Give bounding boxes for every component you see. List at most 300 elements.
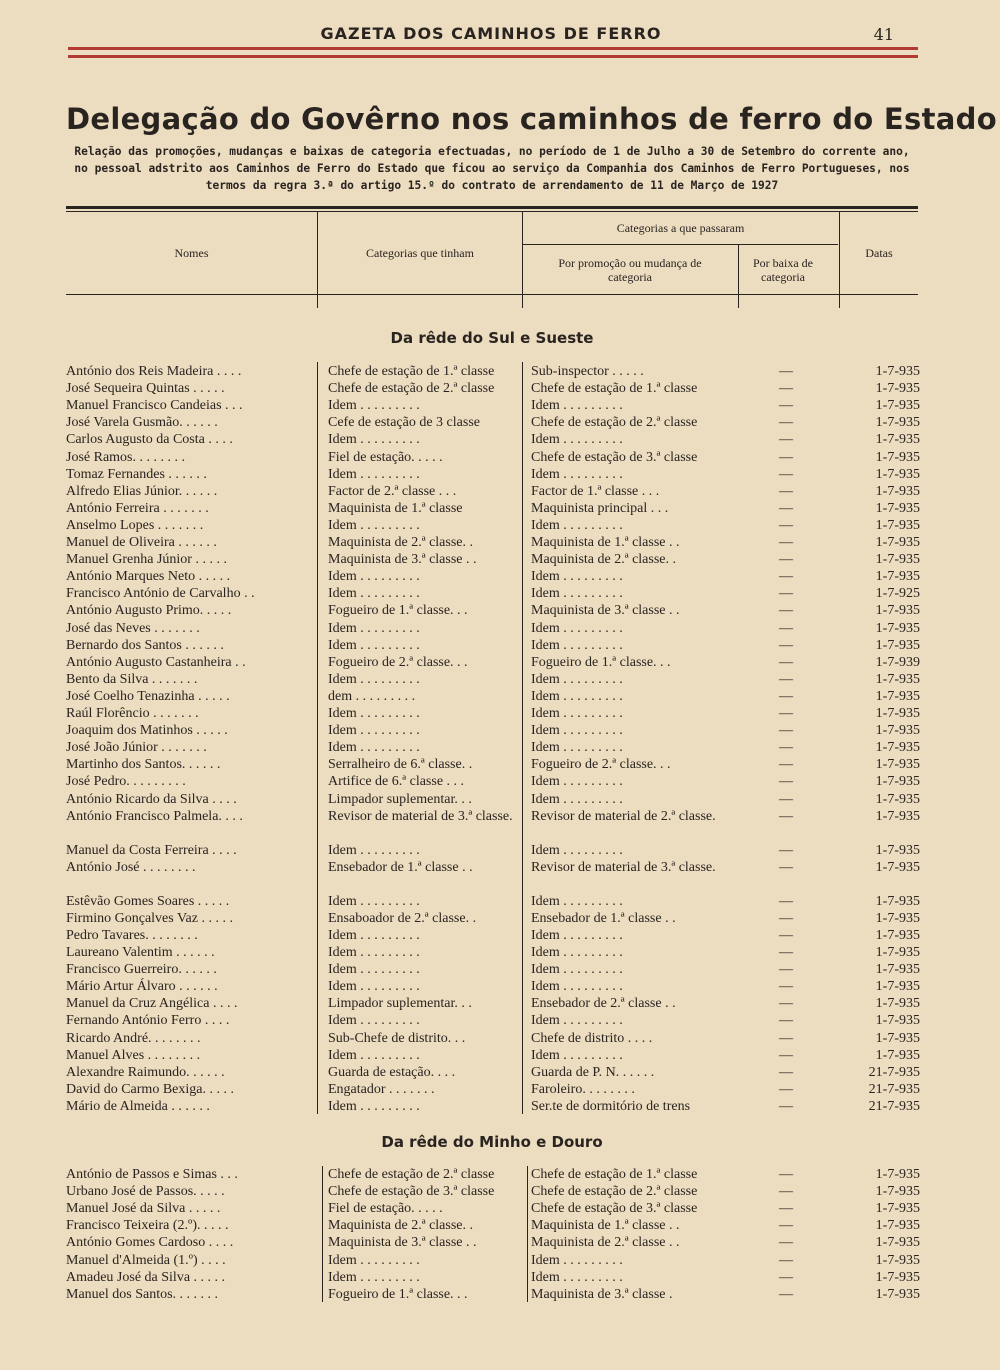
cell-previous-category: Idem . . . . . . . . .: [328, 1098, 420, 1114]
cell-date: 1-7-935: [875, 432, 920, 448]
cell-demotion: —: [779, 552, 793, 568]
cell-date: 1-7-935: [875, 500, 920, 516]
cell-new-category: Maquinista de 1.ª classe . .: [531, 1218, 680, 1234]
table-row: [0, 944, 1000, 961]
cell-date: 1-7-935: [875, 979, 920, 995]
cell-new-category: Faroleiro. . . . . . . .: [531, 1081, 635, 1097]
table-row: [0, 1081, 1000, 1098]
table-row: [0, 910, 1000, 927]
cell-date: 1-7-935: [875, 1218, 920, 1234]
cell-name: Carlos Augusto da Costa . . . .: [66, 432, 233, 448]
table-row: [0, 500, 1000, 517]
cell-new-category: Idem . . . . . . . . .: [531, 586, 623, 602]
table-row: [0, 431, 1000, 448]
cell-previous-category: Ensebador de 1.ª classe . .: [328, 859, 473, 875]
cell-name: Manuel Francisco Candeias . . .: [66, 398, 243, 414]
cell-new-category: Maquinista de 3.ª classe .: [531, 1286, 673, 1302]
cell-name: José Coelho Tenazinha . . . . .: [66, 688, 230, 704]
table-top-thin-rule: [66, 211, 918, 212]
cell-new-category: Chefe de estação de 2.ª classe: [531, 415, 698, 431]
cell-date: 1-7-935: [875, 1184, 920, 1200]
cell-date: 1-7-935: [875, 466, 920, 482]
cell-demotion: —: [779, 945, 793, 960]
cell-demotion: —: [779, 620, 793, 636]
cell-date: 1-7-935: [875, 620, 920, 636]
cell-name: Mário de Almeida . . . . . .: [66, 1098, 210, 1114]
cell-new-category: Factor de 1.ª classe . . .: [531, 483, 660, 499]
cell-name: José Ramos. . . . . . . .: [66, 449, 185, 465]
cell-new-category: Fogueiro de 2.ª classe. . .: [531, 757, 671, 773]
cell-new-category: Idem . . . . . . . . .: [531, 432, 623, 448]
cell-date: 1-7-935: [875, 791, 920, 807]
cell-demotion: —: [779, 1167, 793, 1182]
cell-name: Alexandre Raimundo. . . . . .: [66, 1064, 225, 1080]
cell-name: Laureano Valentim . . . . . .: [66, 945, 215, 960]
cell-demotion: —: [779, 962, 793, 978]
cell-demotion: —: [779, 859, 793, 875]
cell-previous-category: Idem . . . . . . . . .: [328, 1252, 420, 1268]
cell-previous-category: Cefe de estação de 3 classe: [328, 415, 480, 431]
cell-previous-category: Idem . . . . . . . . .: [328, 398, 420, 414]
cell-previous-category: Fogueiro de 1.ª classe. . .: [328, 1286, 468, 1302]
cell-previous-category: Idem . . . . . . . . .: [328, 979, 420, 995]
cell-date: 1-7-935: [875, 364, 920, 379]
cell-date: 1-7-935: [875, 1167, 920, 1182]
cell-name: Amadeu José da Silva . . . . .: [66, 1269, 226, 1285]
cell-previous-category: Idem . . . . . . . . .: [328, 1047, 420, 1063]
cell-new-category: Chefe de estação de 1.ª classe: [531, 1167, 698, 1182]
table-row: [0, 705, 1000, 722]
cell-demotion: —: [779, 381, 793, 397]
header-divider-3: [738, 245, 739, 308]
cell-date: 1-7-935: [875, 910, 920, 926]
cell-previous-category: Idem . . . . . . . . .: [328, 637, 420, 653]
table-row: [0, 671, 1000, 688]
cell-date: 1-7-935: [875, 757, 920, 773]
cell-date: 1-7-935: [875, 859, 920, 875]
cell-previous-category: Idem . . . . . . . . .: [328, 620, 420, 636]
cell-demotion: —: [779, 517, 793, 533]
cell-date: 1-7-935: [875, 1269, 920, 1285]
table-row: [0, 995, 1000, 1012]
cell-date: 1-7-935: [875, 1047, 920, 1063]
cell-date: 1-7-935: [875, 774, 920, 790]
cell-previous-category: Idem . . . . . . . . .: [328, 466, 420, 482]
running-title: GAZETA DOS CAMINHOS DE FERRO: [320, 24, 662, 43]
cell-previous-category: Idem . . . . . . . . .: [328, 842, 420, 858]
table-row: [0, 961, 1000, 978]
cell-demotion: —: [779, 1081, 793, 1097]
cell-previous-category: Fogueiro de 2.ª classe. . .: [328, 654, 468, 670]
cell-name: Anselmo Lopes . . . . . . .: [66, 517, 204, 533]
cell-demotion: —: [779, 586, 793, 602]
cell-date: 1-7-935: [875, 893, 920, 909]
cell-new-category: Idem . . . . . . . . .: [531, 1013, 623, 1029]
cell-demotion: —: [779, 364, 793, 379]
cell-name: Manuel d'Almeida (1.º) . . . .: [66, 1252, 226, 1268]
cell-date: 1-7-935: [875, 927, 920, 943]
table-row: [0, 551, 1000, 568]
cell-name: Francisco Teixeira (2.º). . . . .: [66, 1218, 229, 1234]
cell-previous-category: Maquinista de 3.ª classe . .: [328, 552, 477, 568]
red-rule-top: [68, 47, 918, 50]
cell-demotion: —: [779, 808, 793, 824]
table-row: [0, 773, 1000, 790]
cell-name: Ricardo André. . . . . . . .: [66, 1030, 201, 1046]
cell-demotion: —: [779, 1235, 793, 1251]
cell-new-category: Maquinista principal . . .: [531, 500, 669, 516]
cell-demotion: —: [779, 1201, 793, 1217]
cell-name: Manuel da Costa Ferreira . . . .: [66, 842, 237, 858]
cell-new-category: Idem . . . . . . . . .: [531, 945, 623, 960]
cell-new-category: Idem . . . . . . . . .: [531, 688, 623, 704]
cell-name: António Ricardo da Silva . . . .: [66, 791, 237, 807]
cell-name: Martinho dos Santos. . . . . .: [66, 757, 221, 773]
table-row: [0, 1166, 1000, 1183]
cell-date: 21-7-935: [868, 1098, 920, 1114]
table-row: [0, 1252, 1000, 1269]
table-row: [0, 637, 1000, 654]
cell-demotion: —: [779, 535, 793, 550]
cell-date: 21-7-935: [868, 1064, 920, 1080]
cell-previous-category: Fiel de estação. . . . .: [328, 449, 443, 465]
cell-new-category: Fogueiro de 1.ª classe. . .: [531, 654, 671, 670]
cell-name: Bento da Silva . . . . . . .: [66, 671, 198, 687]
cell-new-category: Chefe de estação de 2.ª classe: [531, 1184, 698, 1200]
cell-new-category: Idem . . . . . . . . .: [531, 791, 623, 807]
table-row: [0, 1030, 1000, 1047]
cell-demotion: —: [779, 432, 793, 448]
table-row: [0, 449, 1000, 466]
cell-date: 1-7-935: [875, 688, 920, 704]
table-row: [0, 688, 1000, 705]
cell-date: 1-7-935: [875, 535, 920, 550]
cell-date: 1-7-935: [875, 1030, 920, 1046]
cell-date: 1-7-935: [875, 1286, 920, 1302]
header-divider-1: [317, 212, 318, 308]
cell-name: Joaquim dos Matinhos . . . . .: [66, 723, 228, 739]
cell-date: 1-7-935: [875, 706, 920, 721]
page-number: 41: [873, 25, 894, 44]
cell-date: 1-7-935: [875, 381, 920, 397]
cell-date: 1-7-935: [875, 808, 920, 824]
cell-demotion: —: [779, 1098, 793, 1114]
cell-demotion: —: [779, 757, 793, 773]
cell-demotion: —: [779, 740, 793, 756]
cell-date: 1-7-925: [875, 586, 920, 602]
cell-new-category: Idem . . . . . . . . .: [531, 620, 623, 636]
cell-new-category: Idem . . . . . . . . .: [531, 774, 623, 790]
cell-new-category: Idem . . . . . . . . .: [531, 962, 623, 978]
table-row: [0, 1047, 1000, 1064]
cell-previous-category: dem . . . . . . . . .: [328, 688, 416, 704]
cell-name: Firmino Gonçalves Vaz . . . . .: [66, 910, 233, 926]
table-row: [0, 1200, 1000, 1217]
cell-demotion: —: [779, 927, 793, 943]
cell-previous-category: Idem . . . . . . . . .: [328, 740, 420, 756]
table-row: [0, 654, 1000, 671]
table-row: [0, 739, 1000, 756]
cell-new-category: Maquinista de 3.ª classe . .: [531, 603, 680, 619]
red-rule-bottom: [68, 55, 918, 58]
cell-demotion: —: [779, 1218, 793, 1234]
cell-date: 21-7-935: [868, 1081, 920, 1097]
cell-date: 1-7-935: [875, 1201, 920, 1217]
cell-demotion: —: [779, 415, 793, 431]
cell-previous-category: Idem . . . . . . . . .: [328, 517, 420, 533]
cell-name: Mário Artur Álvaro . . . . . .: [66, 979, 218, 995]
cell-new-category: Maquinista de 1.ª classe . .: [531, 535, 680, 550]
cell-name: António Francisco Palmela. . . .: [66, 808, 243, 824]
table-top-rule: [66, 206, 918, 209]
cell-previous-category: Idem . . . . . . . . .: [328, 706, 420, 721]
cell-date: 1-7-935: [875, 1235, 920, 1251]
cell-previous-category: Idem . . . . . . . . .: [328, 893, 420, 909]
table-row: [0, 808, 1000, 842]
header-names: Nomes: [174, 246, 209, 260]
cell-name: António Gomes Cardoso . . . .: [66, 1235, 234, 1251]
cell-previous-category: Idem . . . . . . . . .: [328, 962, 420, 978]
cell-previous-category: Guarda de estação. . . .: [328, 1064, 456, 1080]
cell-new-category: Chefe de estação de 3.ª classe: [531, 1201, 698, 1217]
cell-demotion: —: [779, 774, 793, 790]
cell-new-category: Chefe de distrito . . . .: [531, 1030, 653, 1046]
cell-demotion: —: [779, 842, 793, 858]
cell-name: Pedro Tavares. . . . . . . .: [66, 927, 198, 943]
cell-date: 1-7-935: [875, 842, 920, 858]
table-row: [0, 602, 1000, 619]
cell-name: Manuel Grenha Júnior . . . . .: [66, 552, 227, 568]
cell-name: Bernardo dos Santos . . . . . .: [66, 637, 224, 653]
cell-name: Manuel dos Santos. . . . . . .: [66, 1286, 219, 1302]
table-row: [0, 842, 1000, 859]
cell-date: 1-7-935: [875, 552, 920, 568]
header-promotion: Por promoção ou mudança de categoria: [558, 256, 702, 284]
section-title-minho-douro: Da rêde do Minho e Douro: [381, 1133, 603, 1151]
table-row: [0, 414, 1000, 431]
cell-demotion: —: [779, 1013, 793, 1029]
cell-previous-category: Chefe de estação de 2.ª classe: [328, 1167, 495, 1182]
group-header-rule: [522, 244, 838, 245]
table-row: [0, 1012, 1000, 1029]
cell-new-category: Sub-inspector . . . . .: [531, 364, 644, 379]
cell-previous-category: Serralheiro de 6.ª classe. .: [328, 757, 473, 773]
cell-previous-category: Sub-Chefe de distrito. . .: [328, 1030, 466, 1046]
cell-date: 1-7-935: [875, 962, 920, 978]
cell-name: David do Carmo Bexiga. . . . .: [66, 1081, 234, 1097]
cell-new-category: Revisor de material de 3.ª classe.: [531, 859, 716, 875]
cell-previous-category: Maquinista de 2.ª classe. .: [328, 535, 473, 550]
cell-demotion: —: [779, 1252, 793, 1268]
cell-previous-category: Limpador suplementar. . .: [328, 791, 472, 807]
cell-new-category: Guarda de P. N. . . . . .: [531, 1064, 655, 1080]
table-row: [0, 568, 1000, 585]
table-row: [0, 859, 1000, 893]
cell-previous-category: Maquinista de 2.ª classe. .: [328, 1218, 473, 1234]
cell-new-category: Idem . . . . . . . . .: [531, 398, 623, 414]
cell-demotion: —: [779, 979, 793, 995]
table-row: [0, 397, 1000, 414]
cell-name: António dos Reis Madeira . . . .: [66, 364, 242, 379]
cell-new-category: Idem . . . . . . . . .: [531, 1047, 623, 1063]
cell-previous-category: Fogueiro de 1.ª classe. . .: [328, 603, 468, 619]
cell-previous-category: Idem . . . . . . . . .: [328, 1269, 420, 1285]
cell-date: 1-7-935: [875, 996, 920, 1012]
table-row: [0, 1183, 1000, 1200]
cell-name: António Marques Neto . . . . .: [66, 569, 231, 585]
cell-demotion: —: [779, 1184, 793, 1200]
cell-name: José das Neves . . . . . . .: [66, 620, 200, 636]
cell-demotion: —: [779, 791, 793, 807]
table-row: [0, 466, 1000, 483]
cell-new-category: Idem . . . . . . . . .: [531, 1269, 623, 1285]
cell-name: António de Passos e Simas . . .: [66, 1167, 238, 1182]
article-title: Delegação do Govêrno nos caminhos de ferro do Estado: [66, 102, 997, 136]
table-row: [0, 1234, 1000, 1251]
cell-demotion: —: [779, 996, 793, 1012]
cell-new-category: Idem . . . . . . . . .: [531, 979, 623, 995]
cell-name: José Pedro. . . . . . . . .: [66, 774, 186, 790]
cell-demotion: —: [779, 500, 793, 516]
cell-date: 1-7-935: [875, 671, 920, 687]
cell-new-category: Idem . . . . . . . . .: [531, 893, 623, 909]
cell-new-category: Idem . . . . . . . . .: [531, 569, 623, 585]
section-title-sul-sueste: Da rêde do Sul e Sueste: [390, 329, 594, 347]
table-row: [0, 1098, 1000, 1115]
cell-name: Estêvão Gomes Soares . . . . .: [66, 893, 230, 909]
cell-name: António José . . . . . . . .: [66, 859, 196, 875]
cell-date: 1-7-939: [875, 654, 920, 670]
table-row: [0, 978, 1000, 995]
table-row: [0, 893, 1000, 910]
table-row: [0, 534, 1000, 551]
cell-previous-category: Chefe de estação de 3.ª classe: [328, 1184, 495, 1200]
table-row: [0, 585, 1000, 602]
cell-name: Urbano José de Passos. . . . .: [66, 1184, 225, 1200]
cell-date: 1-7-935: [875, 1013, 920, 1029]
cell-demotion: —: [779, 910, 793, 926]
table-row: [0, 791, 1000, 808]
table-row: [0, 380, 1000, 397]
cell-previous-category: Idem . . . . . . . . .: [328, 1013, 420, 1029]
header-bottom-rule: [66, 294, 918, 295]
cell-previous-category: Ensaboador de 2.ª classe. .: [328, 910, 477, 926]
cell-previous-category: Idem . . . . . . . . .: [328, 945, 420, 960]
cell-demotion: —: [779, 688, 793, 704]
cell-new-category: Maquinista de 2.ª classe. .: [531, 552, 676, 568]
header-previous: Categorias que tinham: [366, 246, 474, 260]
cell-name: José João Júnior . . . . . . .: [66, 740, 207, 756]
cell-new-category: Idem . . . . . . . . .: [531, 1252, 623, 1268]
cell-name: Raúl Florêncio . . . . . . .: [66, 706, 199, 721]
cell-date: 1-7-935: [875, 398, 920, 414]
cell-name: Manuel da Cruz Angélica . . . .: [66, 996, 238, 1012]
table-row: [0, 756, 1000, 773]
cell-name: Manuel de Oliveira . . . . . .: [66, 535, 217, 550]
cell-demotion: —: [779, 706, 793, 721]
cell-demotion: —: [779, 893, 793, 909]
cell-name: Francisco António de Carvalho . .: [66, 586, 255, 602]
cell-new-category: Ser.te de dormitório de trens: [531, 1098, 691, 1114]
cell-previous-category: Revisor de material de 3.ª classe.: [328, 808, 513, 824]
cell-new-category: Maquinista de 2.ª classe . .: [531, 1235, 680, 1251]
table-row: [0, 483, 1000, 500]
table-row: [0, 1286, 1000, 1303]
cell-demotion: —: [779, 466, 793, 482]
header-demotion: Por baixa de categoria: [753, 256, 813, 284]
cell-new-category: Idem . . . . . . . . .: [531, 927, 623, 943]
cell-date: 1-7-935: [875, 740, 920, 756]
header-divider-4: [839, 212, 840, 308]
cell-previous-category: Maquinista de 3.ª classe . .: [328, 1235, 477, 1251]
cell-demotion: —: [779, 654, 793, 670]
cell-demotion: —: [779, 398, 793, 414]
cell-name: José Sequeira Quintas . . . . .: [66, 381, 225, 397]
cell-demotion: —: [779, 637, 793, 653]
cell-previous-category: Factor de 2.ª classe . . .: [328, 483, 457, 499]
table-row: [0, 1064, 1000, 1081]
cell-new-category: Idem . . . . . . . . .: [531, 842, 623, 858]
cell-name: Alfredo Elias Júnior. . . . . .: [66, 483, 218, 499]
cell-previous-category: Maquinista de 1.ª classe: [328, 500, 463, 516]
cell-new-category: Idem . . . . . . . . .: [531, 671, 623, 687]
cell-previous-category: Idem . . . . . . . . .: [328, 586, 420, 602]
cell-date: 1-7-935: [875, 449, 920, 465]
cell-previous-category: Chefe de estação de 2.ª classe: [328, 381, 495, 397]
cell-name: Manuel Alves . . . . . . . .: [66, 1047, 201, 1063]
cell-date: 1-7-935: [875, 517, 920, 533]
cell-name: António Ferreira . . . . . . .: [66, 500, 209, 516]
cell-name: Manuel José da Silva . . . . .: [66, 1201, 221, 1217]
cell-demotion: —: [779, 723, 793, 739]
table-row: [0, 1217, 1000, 1234]
cell-new-category: Idem . . . . . . . . .: [531, 723, 623, 739]
cell-date: 1-7-935: [875, 415, 920, 431]
cell-new-category: Idem . . . . . . . . .: [531, 637, 623, 653]
cell-new-category: Chefe de estação de 3.ª classe: [531, 449, 698, 465]
cell-previous-category: Idem . . . . . . . . .: [328, 671, 420, 687]
table-row: [0, 517, 1000, 534]
cell-demotion: —: [779, 1030, 793, 1046]
cell-date: 1-7-935: [875, 945, 920, 960]
cell-previous-category: Idem . . . . . . . . .: [328, 927, 420, 943]
cell-previous-category: Chefe de estação de 1.ª classe: [328, 364, 495, 379]
cell-name: Francisco Guerreiro. . . . . .: [66, 962, 217, 978]
cell-new-category: Idem . . . . . . . . .: [531, 706, 623, 721]
cell-previous-category: Idem . . . . . . . . .: [328, 432, 420, 448]
cell-previous-category: Fiel de estação. . . . .: [328, 1201, 443, 1217]
table-row: [0, 722, 1000, 739]
cell-demotion: —: [779, 483, 793, 499]
cell-date: 1-7-935: [875, 483, 920, 499]
cell-demotion: —: [779, 569, 793, 585]
cell-previous-category: Idem . . . . . . . . .: [328, 723, 420, 739]
article-subtitle: Relação das promoções, mudanças e baixas de categoria efectuadas, no período de 1 de Julho a 30 de Setembro do corrente ano, no pessoal adstrito aos Caminhos de Ferro do Estado que ficou ao serviço da Companhia dos Caminhos de Ferro Portugueses, nos termos da regra 3.ª do artigo 15.º do contrato de arrendamento de 11 de Março de 1927: [74, 145, 910, 192]
cell-name: Fernando António Ferro . . . .: [66, 1013, 230, 1029]
cell-name: António Augusto Primo. . . . .: [66, 603, 232, 619]
header-dates: Datas: [865, 246, 893, 260]
cell-demotion: —: [779, 1286, 793, 1302]
cell-new-category: Ensebador de 2.ª classe . .: [531, 996, 676, 1012]
cell-previous-category: Artifice de 6.ª classe . . .: [328, 774, 465, 790]
cell-demotion: —: [779, 1047, 793, 1063]
cell-date: 1-7-935: [875, 1252, 920, 1268]
cell-new-category: Idem . . . . . . . . .: [531, 466, 623, 482]
cell-date: 1-7-935: [875, 603, 920, 619]
cell-previous-category: Engatador . . . . . . .: [328, 1081, 435, 1097]
table-row: [0, 363, 1000, 380]
cell-new-category: Ensebador de 1.ª classe . .: [531, 910, 676, 926]
